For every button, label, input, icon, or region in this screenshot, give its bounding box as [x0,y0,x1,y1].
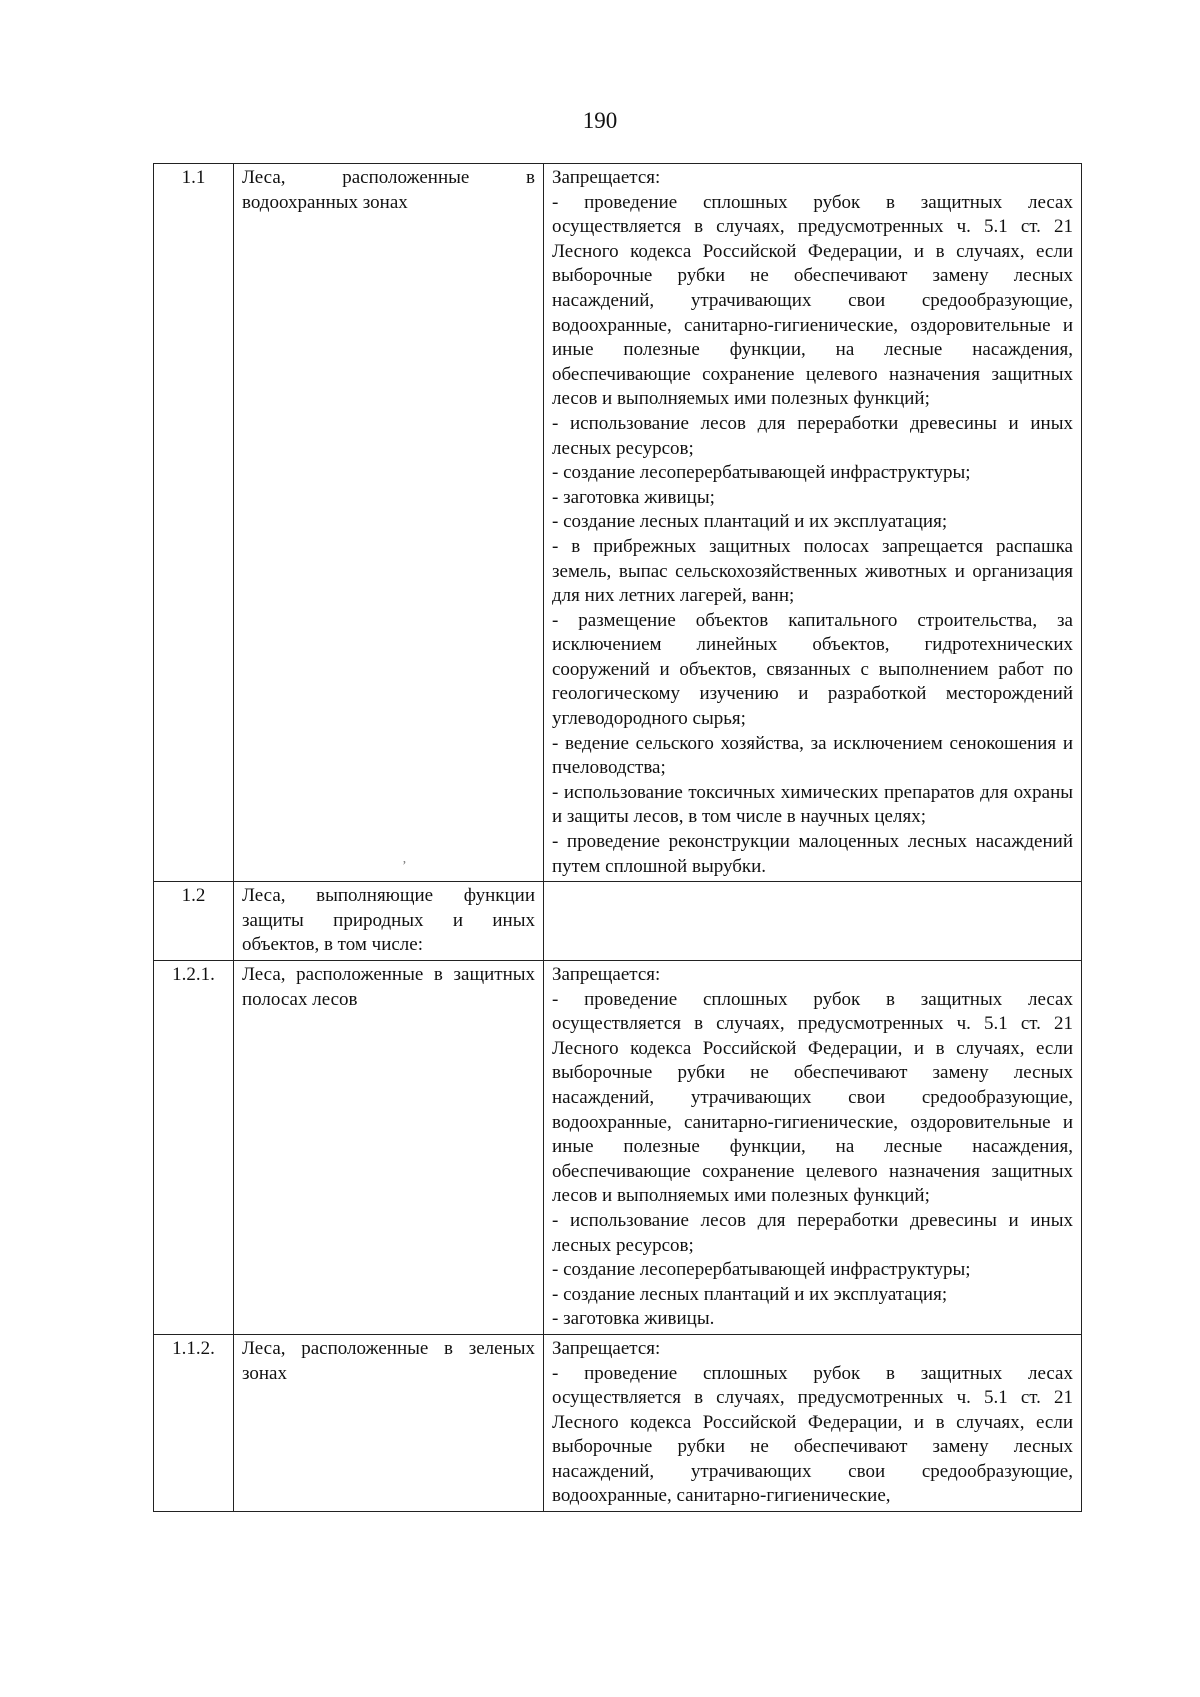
row-number: 1.1.2. [154,1334,234,1511]
row-number: 1.2.1. [154,961,234,1335]
table-row [154,1334,1082,1511]
rule-line: - размещение объектов капитального строительства, за исключением линейных объектов, гидротехнических сооружений и объектов, связанных с выполнением работ по геологическому изучению и разработкой месторождений углеводородного сырья; [552,609,1073,730]
rule-line: - проведение сплошных рубок в защитных лесах осуществляется в случаях, предусмотренных ч. 5.1 ст. 21 Лесного кодекса Российской Федерации, и в случаях, если выборочные рубки не обеспечивают замену лесных насаждений, утрачивающих свои средообразующие, водоохранные, санитарно-гигиенические, оздоровительные и иные полезные функции, на лесные насаждения, обеспечивающие сохранение целевого назначения защитных лесов и выполняемых ими полезных функций; [552,191,1073,410]
rule-line: - создание лесных плантаций и их эксплуатация; [552,1283,948,1305]
rule-line: - создание лесоперербатывающей инфраструктуры; [552,1259,971,1281]
restrictions-cell [544,961,1082,1335]
forest-type-cell: Леса, расположенные в водоохранных зонах [234,164,544,882]
rule-line: - использование лесов для переработки древесины и иных лесных ресурсов; [552,1209,1073,1256]
forest-restrictions-table [153,163,1082,1512]
row-number: 1.1 [154,164,234,882]
rule-line: - заготовка живицы; [552,486,715,508]
forest-type-cell: Леса, выполняющие функции защиты природных и иных объектов, в том числе: [234,882,544,961]
rule-line: - ведение сельского хозяйства, за исключением сенокошения и пчеловодства; [552,732,1073,779]
forest-type-cell: Леса, расположенные в зеленых зонах [234,1334,544,1511]
restrictions-cell [544,1334,1082,1511]
page-number: 190 [582,108,618,133]
rule-line: - создание лесных плантаций и их эксплуатация; [552,511,948,533]
rule-line: Запрещается: [552,1337,661,1359]
rule-line: - в прибрежных защитных полосах запрещается распашка земель, выпас сельскохозяйственных животных и организация для них летних лагерей, ванн; [552,535,1073,607]
rule-line: - использование лесов для переработки древесины и иных лесных ресурсов; [552,412,1073,459]
scan-speck: ’ [402,859,407,874]
restrictions-cell [544,882,1082,961]
rule-line: - создание лесоперербатывающей инфраструктуры; [552,462,971,484]
rule-line: Запрещается: [552,167,661,188]
rule-line: - проведение реконструкции малоценных лесных насаждений путем сплошной вырубки. [552,831,1073,877]
table-row [154,961,1082,1335]
table-row [154,164,1082,882]
rule-line: - использование токсичных химических препаратов для охраны и защиты лесов, в том числе в научных целях; [552,781,1073,828]
rule-line: - заготовка живицы. [552,1308,715,1330]
rule-line: Запрещается: [552,964,661,985]
rule-line: - проведение сплошных рубок в защитных лесах осуществляется в случаях, предусмотренных ч. 5.1 ст. 21 Лесного кодекса Российской Федерации, и в случаях, если выборочные рубки не обеспечивают замену лесных насаждений, утрачивающих свои средообразующие, водоохранные, санитарно-гигиенические, [552,1362,1073,1507]
forest-type-cell: Леса, расположенные в защитных полосах лесов [234,961,544,1335]
restrictions-cell [544,164,1082,882]
row-number: 1.2 [154,882,234,961]
rule-line: - проведение сплошных рубок в защитных лесах осуществляется в случаях, предусмотренных ч. 5.1 ст. 21 Лесного кодекса Российской Федерации, и в случаях, если выборочные рубки не обеспечивают замену лесных насаждений, утрачивающих свои средообразующие, водоохранные, санитарно-гигиенические, оздоровительные и иные полезные функции, на лесные насаждения, обеспечивающие сохранение целевого назначения защитных лесов и выполняемых ими полезных функций; [552,988,1073,1207]
table-row [154,882,1082,961]
